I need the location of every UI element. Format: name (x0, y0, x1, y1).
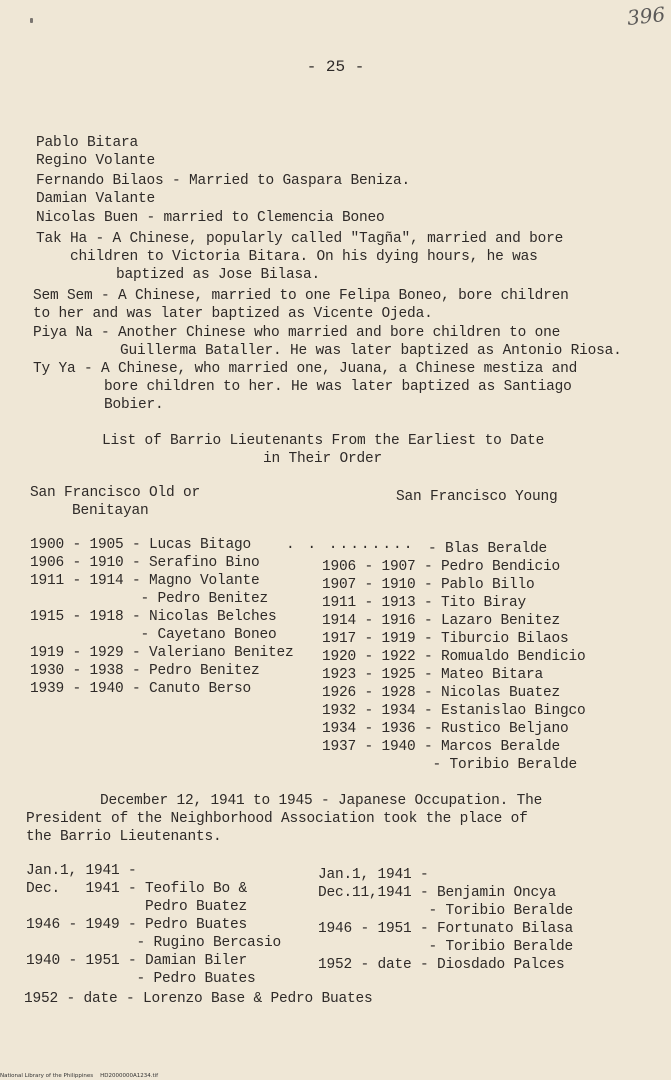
name-line: Pablo Bitara (36, 135, 139, 151)
page-number: - 25 - (306, 58, 365, 76)
old-list-row: 1930 - 1938 - Pedro Benitez (30, 663, 260, 679)
post-right-row: 1952 - date - Diosdado Palces (318, 957, 565, 973)
chinese-entry-line: children to Victoria Bitara. On his dying hours, he was (70, 249, 538, 265)
occupation-text: the Barrio Lieutenants. (26, 829, 222, 845)
post-right-row: - Toribio Beralde (318, 903, 574, 919)
young-list-row: 1911 - 1913 - Tito Biray (322, 595, 527, 611)
young-list-row: 1934 - 1936 - Rustico Beljano (322, 721, 569, 737)
post-left-row: Pedro Buatez (26, 899, 248, 915)
young-list-row: - Blas Beralde (428, 541, 548, 557)
young-list-row: 1926 - 1928 - Nicolas Buatez (322, 685, 561, 701)
young-list-row: 1937 - 1940 - Marcos Beralde (322, 739, 561, 755)
dot-leader: . . ........ (286, 537, 415, 553)
list-title: List of Barrio Lieutenants From the Earliest to Date (102, 433, 545, 449)
post-left-row: Dec. 1941 - Teofilo Bo & (26, 881, 248, 897)
post-left-row: 1940 - 1951 - Damian Biler (26, 953, 248, 969)
young-list-row: 1920 - 1922 - Romualdo Bendicio (322, 649, 586, 665)
name-line: Nicolas Buen - married to Clemencia Boneo (36, 210, 385, 226)
occupation-text: President of the Neighborhood Association took the place of (26, 811, 528, 827)
young-list-row: 1914 - 1916 - Lazaro Benitez (322, 613, 561, 629)
old-list-row: 1919 - 1929 - Valeriano Benitez (30, 645, 294, 661)
old-list-row: 1911 - 1914 - Magno Volante (30, 573, 260, 589)
chinese-entry-line: Guillerma Bataller. He was later baptized as Antonio Riosa. (120, 343, 622, 359)
column-header-old-line-2: Benitayan (72, 503, 149, 519)
handwritten-page-number: 396 (625, 2, 667, 30)
post-right-row: Dec.11,1941 - Benjamin Oncya (318, 885, 557, 901)
name-line: Regino Volante (36, 153, 156, 169)
old-list-row: 1915 - 1918 - Nicolas Belches (30, 609, 277, 625)
post-right-row: Jan.1, 1941 - (318, 867, 429, 883)
young-list-row: 1932 - 1934 - Estanislao Bingco (322, 703, 586, 719)
young-list-row: - Toribio Beralde (322, 757, 578, 773)
young-list-row: 1917 - 1919 - Tiburcio Bilaos (322, 631, 569, 647)
scan-footer: National Library of the Philippines HD2000000A1234.tif (0, 1073, 159, 1079)
old-list-row: 1900 - 1905 - Lucas Bitago (30, 537, 252, 553)
chinese-entry-line: Sem Sem - A Chinese, married to one Felipa Boneo, bore children (33, 288, 569, 304)
old-list-row: - Pedro Benitez (30, 591, 269, 607)
chinese-entry-line: baptized as Jose Bilasa. (116, 267, 321, 283)
young-list-row: 1906 - 1907 - Pedro Bendicio (322, 559, 561, 575)
post-left-row: Jan.1, 1941 - (26, 863, 137, 879)
list-title-line-2: in Their Order (263, 451, 383, 467)
post-left-row: - Rugino Bercasio (26, 935, 282, 951)
old-list-row: - Cayetano Boneo (30, 627, 277, 643)
old-list-row: 1939 - 1940 - Canuto Berso (30, 681, 252, 697)
post-right-row: - Toribio Beralde (318, 939, 574, 955)
chinese-entry-line: Bobier. (104, 397, 164, 413)
chinese-entry-line: bore children to her. He was later baptized as Santiago (104, 379, 572, 395)
old-list-row: 1906 - 1910 - Serafino Bino (30, 555, 260, 571)
name-line: Fernando Bilaos - Married to Gaspara Beniza. (36, 173, 411, 189)
final-line: 1952 - date - Lorenzo Base & Pedro Buates (24, 991, 373, 1007)
post-right-row: 1946 - 1951 - Fortunato Bilasa (318, 921, 574, 937)
column-header-young: San Francisco Young (396, 489, 558, 505)
post-left-row: - Pedro Buates (26, 971, 256, 987)
name-line: Damian Valante (36, 191, 156, 207)
occupation-text: December 12, 1941 to 1945 - Japanese Occupation. The (100, 793, 543, 809)
column-header-old: San Francisco Old or (30, 485, 201, 501)
paper-mark (30, 18, 33, 23)
chinese-entry-line: Ty Ya - A Chinese, who married one, Juana, a Chinese mestiza and (33, 361, 578, 377)
chinese-entry-line: Tak Ha - A Chinese, popularly called "Tagña", married and bore (36, 231, 564, 247)
chinese-entry-line: to her and was later baptized as Vicente Ojeda. (33, 306, 433, 322)
post-left-row: 1946 - 1949 - Pedro Buates (26, 917, 248, 933)
young-list-row: 1923 - 1925 - Mateo Bitara (322, 667, 544, 683)
chinese-entry-line: Piya Na - Another Chinese who married and bore children to one (33, 325, 561, 341)
young-list-row: 1907 - 1910 - Pablo Billo (322, 577, 535, 593)
